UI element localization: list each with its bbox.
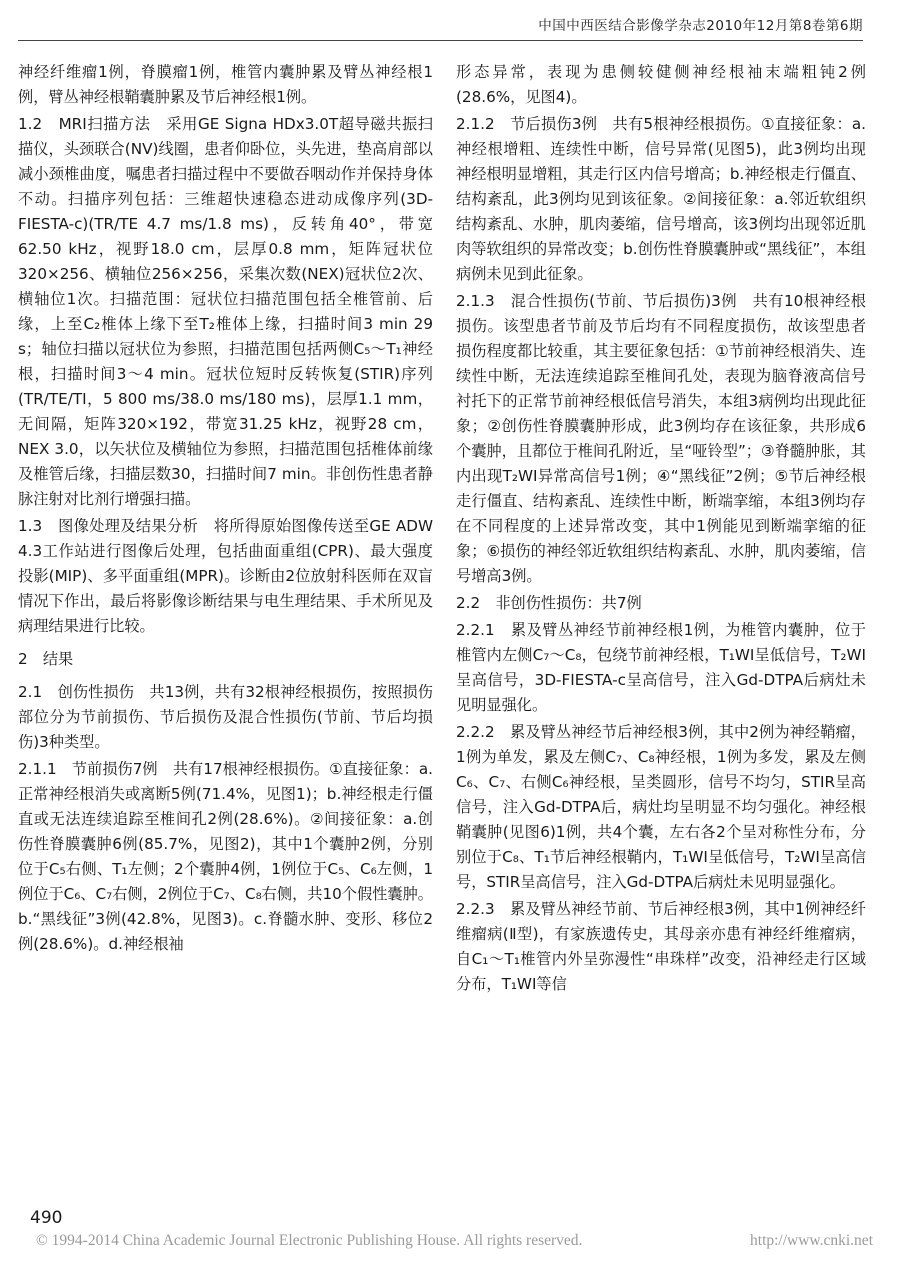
- paragraph: 2.1.2 节后损伤3例 共有5根神经根损伤。①直接征象：a.神经根增粗、连续性中断，信号异常(见图5)，此3例均出现神经根明显增粗，其走行区内信号增高；b.神经根走行僵直、结构紊乱，此3例均见到该征象。②间接征象：a.邻近软组织结构紊乱、水肿，肌肉萎缩，信号增高，该3例均出现邻近肌肉等软组织的异常改变；b.创伤性脊膜囊肿或“黑线征”，本组病例未见到此征象。: [456, 115, 866, 283]
- journal-header: 中国中西医结合影像学杂志2010年12月第8卷第6期: [538, 18, 863, 34]
- section-heading: 2 结果: [18, 650, 74, 668]
- right-column: [456, 60, 866, 997]
- left-column: [18, 60, 433, 957]
- paragraph: 2.2.1 累及臂丛神经节前神经根1例，为椎管内囊肿，位于椎管内左侧C₇～C₈，包绕节前神经根，T₁WI呈低信号，T₂WI呈高信号，3D-FIESTA-c呈高信号，注入Gd-DTPA后病灶未见明显强化。: [456, 621, 866, 714]
- paragraph: 2.2.3 累及臂丛神经节前、节后神经根3例，其中1例神经纤维瘤病(Ⅱ型)，有家族遗传史，其母亲亦患有神经纤维瘤病，自C₁～T₁椎管内外呈弥漫性“串珠样”改变，沿神经走行区域分布，T₁WI等信: [456, 900, 866, 993]
- paragraph: 2.2 非创伤性损伤：共7例: [456, 594, 642, 612]
- footer: [36, 1232, 873, 1250]
- paragraph: 1.3 图像处理及结果分析 将所得原始图像传送至GE ADW 4.3工作站进行图像后处理，包括曲面重组(CPR)、最大强度投影(MIP)、多平面重组(MPR)。诊断由2位放射科医师在双盲情况下作出，最后将影像诊断结果与电生理结果、手术所见及病理结果进行比较。: [18, 517, 433, 635]
- page-number: 490: [30, 1208, 63, 1228]
- copyright-notice: © 1994-2014 China Academic Journal Electronic Publishing House. All rights reserved.: [36, 1232, 583, 1249]
- header-rule: [18, 40, 863, 41]
- paragraph: 形态异常，表现为患侧较健侧神经根袖末端粗钝2例(28.6%，见图4)。: [456, 63, 866, 106]
- paragraph: 2.2.2 累及臂丛神经节后神经根3例，其中2例为神经鞘瘤，1例为单发，累及左侧C₇、C₈神经根，1例为多发，累及左侧C₆、C₇、右侧C₆神经根，呈类圆形，信号不均匀，STIR呈高信号，注入Gd-DTPA后，病灶均呈明显不均匀强化。神经根鞘囊肿(见图6)1例，共4个囊，左右各2个呈对称性分布，分别位于C₈、T₁节后神经根鞘内，T₁WI呈低信号，T₂WI呈高信号，STIR呈高信号，注入Gd-DTPA后病灶未见明显强化。: [456, 723, 866, 891]
- paragraph: 2.1.1 节前损伤7例 共有17根神经根损伤。①直接征象：a.正常神经根消失或离断5例(71.4%，见图1)；b.神经根走行僵直或无法连续追踪至椎间孔2例(28.6%)。②间接征象：a.创伤性脊膜囊肿6例(85.7%，见图2)，其中1个囊肿2例，分别位于C₅右侧、T₁左侧；2个囊肿4例，1例位于C₅、C₆左侧，1例位于C₆、C₇右侧，2例位于C₇、C₈右侧，共10个假性囊肿。b.“黑线征”3例(42.8%，见图3)。c.脊髓水肿、变形、移位2例(28.6%)。d.神经根袖: [18, 760, 433, 953]
- paragraph: 2.1 创伤性损伤 共13例，共有32根神经根损伤，按照损伤部位分为节前损伤、节后损伤及混合性损伤(节前、节后均损伤)3种类型。: [18, 683, 433, 751]
- paragraph: 2.1.3 混合性损伤(节前、节后损伤)3例 共有10根神经根损伤。该型患者节前及节后均有不同程度损伤，故该型患者损伤程度都比较重，其主要征象包括：①节前神经根消失、连续性中断，无法连续追踪至椎间孔处，表现为脑脊液高信号衬托下的正常节前神经根低信号消失，本组3病例均出现此征象；②创伤性脊膜囊肿形成，此3例均存在该征象，共形成6个囊肿，且都位于椎间孔附近，呈“哑铃型”；③脊髓肿胀，其内出现T₂WI异常高信号1例；④“黑线征”2例；⑤节后神经根走行僵直、结构紊乱、连续性中断，断端挛缩，本组3例均存在不同程度的上述异常改变，其中1例能见到断端挛缩的征象；⑥损伤的神经邻近软组织结构紊乱、水肿，肌肉萎缩，信号增高3例。: [456, 292, 866, 585]
- paragraph: 1.2 MRI扫描方法 采用GE Signa HDx3.0T超导磁共振扫描仪，头颈联合(NV)线圈，患者仰卧位，头先进，垫高肩部以减小颈椎曲度，嘱患者扫描过程中不要做吞咽动作并保持身体不动。扫描序列包括：三维超快速稳态进动成像序列(3D-FIESTA-c)(TR/TE 4.7 ms/1.8 ms)，反转角40°，带宽62.50 kHz，视野18.0 cm，层厚0.8 mm，矩阵冠状位320×256、横轴位256×256，采集次数(NEX)冠状位2次、横轴位1次。扫描范围：冠状位扫描范围包括全椎管前、后缘，上至C₂椎体上缘下至T₂椎体上缘，扫描时间3 min 29 s；轴位扫描以冠状位为参照，扫描范围包括两侧C₅～T₁神经根，扫描时间3～4 min。冠状位短时反转恢复(STIR)序列(TR/TE/TI，5 800 ms/38.0 ms/180 ms)，层厚1.1 mm，无间隔，矩阵320×192，带宽31.25 kHz，视野28 cm，NEX 3.0，以矢状位及横轴位为参照，扫描范围包括椎体前缘及椎管后缘，扫描层数30，扫描时间7 min。非创伤性患者静脉注射对比剂行增强扫描。: [18, 115, 433, 508]
- paragraph: 神经纤维瘤1例，脊膜瘤1例，椎管内囊肿累及臂丛神经根1例，臂丛神经根鞘囊肿累及节后神经根1例。: [18, 63, 433, 106]
- footer-url: http://www.cnki.net: [750, 1232, 873, 1249]
